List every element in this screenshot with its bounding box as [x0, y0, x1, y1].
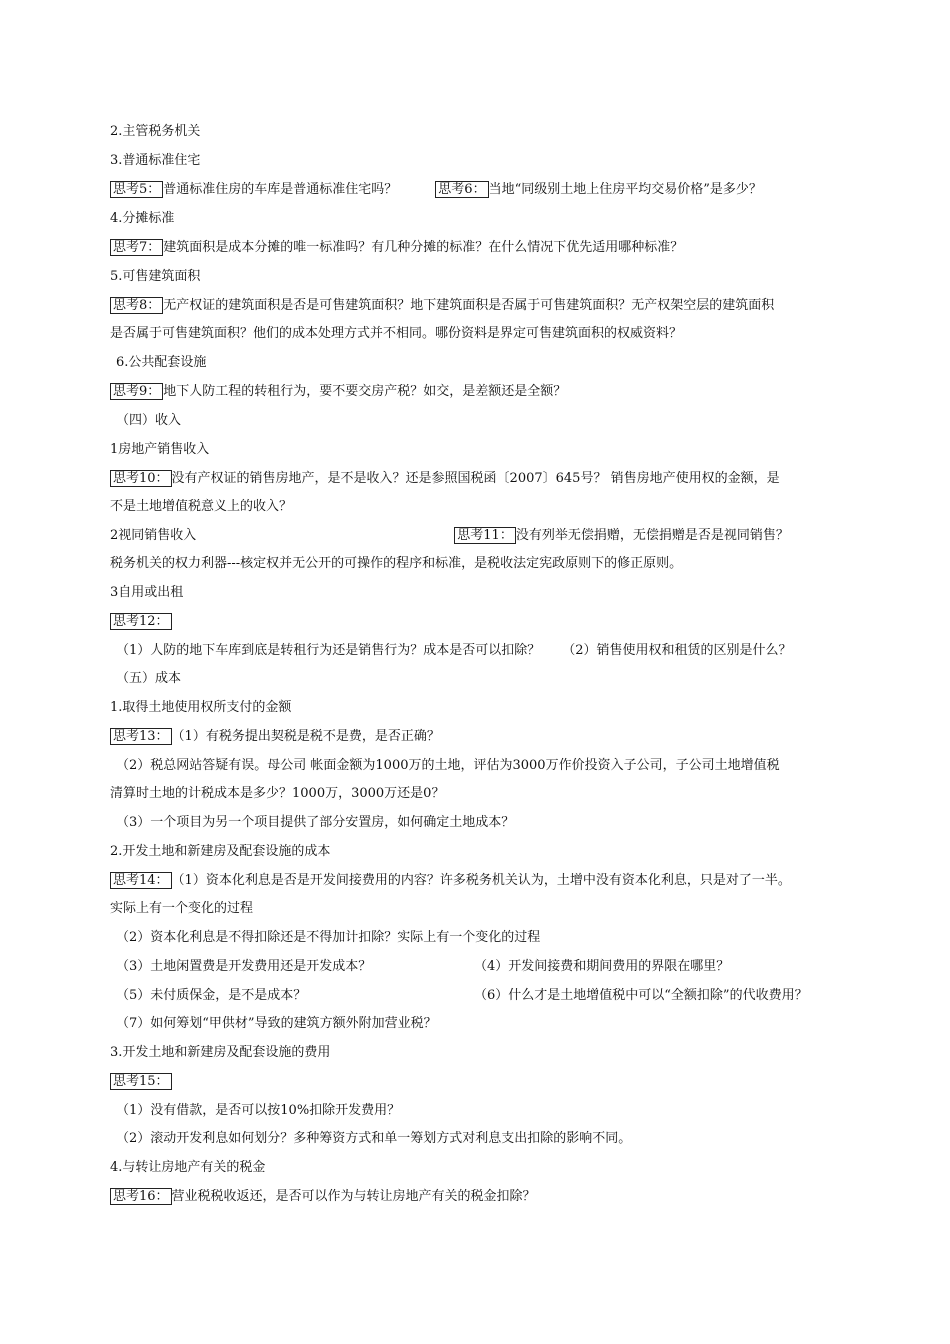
heading-deemed-sales: 2视同销售收入 — [110, 528, 197, 543]
question-14-item-5: （5）未付质保金，是不是成本？ — [116, 988, 307, 1003]
question-row-5-6 — [110, 181, 762, 199]
question-16-text: 营业税税收返还，是否可以作为与转让房地产有关的税金扣除？ — [171, 1189, 536, 1204]
question-box-7: 思考7： — [110, 239, 163, 256]
question-10-continued: 不是土地增值税意义上的收入？ — [110, 499, 293, 514]
question-row-9 — [110, 383, 566, 401]
question-14-item-1: （1）资本化利息是否是开发间接费用的内容？许多税务机关认为，土增中没有资本化利息，只是对了一半。 — [171, 873, 791, 888]
question-13-item-2-continued: 清算时土地的计税成本是多少？1000万，3000万还是0？ — [110, 786, 445, 801]
question-14-item-2: （2）资本化利息是不得扣除还是不得加计扣除？实际上有一个变化的过程 — [116, 930, 541, 945]
question-13-item-1: （1）有税务提出契税是税不是费，是否正确？ — [171, 729, 440, 744]
question-box-16: 思考16： — [110, 1188, 172, 1205]
question-14-item-3: （3）土地闲置费是开发费用还是开发成本？ — [116, 959, 372, 974]
question-14-item-1-continued: 实际上有一个变化的过程 — [110, 901, 254, 916]
question-box-8: 思考8： — [110, 297, 163, 314]
question-11-text: 没有列举无偿捐赠，无偿捐赠是否是视同销售？ — [515, 528, 789, 543]
question-15-item-2: （2）滚动开发利息如何划分？多种筹资方式和单一筹划方式对利息支出扣除的影响不同。 — [116, 1131, 632, 1146]
question-14-item-7: （7）如何筹划“甲供材”导致的建筑方额外附加营业税？ — [116, 1016, 437, 1031]
question-row-14 — [110, 872, 791, 890]
question-13-item-2: （2）税总网站答疑有误。母公司 帐面金额为1000万的土地，评估为3000万作价投资入子公司，子公司土地增值税 — [116, 758, 780, 773]
question-12-item-2: （2）销售使用权和租赁的区别是什么？ — [562, 643, 792, 658]
question-box-15: 思考15： — [110, 1073, 172, 1090]
question-box-10: 思考10： — [110, 470, 172, 487]
question-row-10 — [110, 470, 780, 488]
heading-development-cost: 2.开发土地和新建房及配套设施的成本 — [110, 844, 331, 859]
question-5-text: 普通标准住房的车库是普通标准住宅吗？ — [163, 182, 398, 197]
question-14-row-5-6 — [116, 987, 808, 1005]
question-row-15 — [110, 1073, 172, 1091]
section-income: （四）收入 — [116, 413, 182, 428]
question-row-7 — [110, 239, 683, 257]
note-assessment-power: 税务机关的权力利器---核定权并无公开的可操作的程序和标准，是税收法定宪政原则下的修正原则。 — [110, 556, 683, 571]
question-box-11: 思考11： — [454, 527, 516, 544]
question-9-text: 地下人防工程的转租行为，要不要交房产税？如交，是差额还是全额？ — [163, 384, 567, 399]
heading-standard-housing: 3.普通标准住宅 — [110, 153, 201, 168]
heading-transfer-taxes: 4.与转让房地产有关的税金 — [110, 1160, 266, 1175]
question-13-item-3: （3）一个项目为另一个项目提供了部分安置房，如何确定土地成本？ — [116, 815, 515, 830]
heading-saleable-area: 5.可售建筑面积 — [110, 269, 201, 284]
question-box-14: 思考14： — [110, 872, 172, 889]
question-14-item-4: （4）开发间接费和期间费用的界限在哪里？ — [474, 959, 730, 974]
question-box-5: 思考5： — [110, 181, 163, 198]
question-10-text: 没有产权证的销售房地产，是不是收入？还是参照国税函〔2007〕645号？ 销售房地产使用权的金额，是 — [171, 471, 780, 486]
question-12-item-1: （1）人防的地下车库到底是转租行为还是销售行为？成本是否可以扣除？ — [116, 643, 541, 658]
question-row-11 — [110, 527, 789, 545]
heading-land-use-right-cost: 1.取得土地使用权所支付的金额 — [110, 700, 292, 715]
heading-public-facilities: 6.公共配套设施 — [116, 355, 207, 370]
question-row-16 — [110, 1188, 536, 1206]
heading-tax-authority: 2.主管税务机关 — [110, 124, 201, 139]
question-box-9: 思考9： — [110, 383, 163, 400]
section-cost: （五）成本 — [116, 671, 182, 686]
question-12-items — [116, 642, 792, 660]
question-8-text: 无产权证的建筑面积是否是可售建筑面积？地下建筑面积是否属于可售建筑面积？无产权架空层的建筑面积 — [163, 298, 775, 313]
question-box-6: 思考6： — [435, 181, 488, 198]
question-box-13: 思考13： — [110, 728, 172, 745]
question-8-continued: 是否属于可售建筑面积？他们的成本处理方式并不相同。哪份资料是界定可售建筑面积的权威资料？ — [110, 326, 683, 341]
question-15-item-1: （1）没有借款，是否可以按10%扣除开发费用？ — [116, 1103, 401, 1118]
question-7-text: 建筑面积是成本分摊的唯一标准吗？有几种分摊的标准？在什么情况下优先适用哪种标准？ — [163, 240, 684, 255]
question-14-row-3-4 — [116, 958, 729, 976]
question-6-text: 当地“同级别土地上住房平均交易价格”是多少？ — [488, 182, 762, 197]
heading-sales-income: 1房地产销售收入 — [110, 442, 210, 457]
heading-allocation-standard: 4.分摊标准 — [110, 211, 175, 226]
heading-development-expenses: 3.开发土地和新建房及配套设施的费用 — [110, 1045, 331, 1060]
heading-self-use-rental: 3自用或出租 — [110, 585, 184, 600]
question-box-12: 思考12： — [110, 613, 172, 630]
question-row-12 — [110, 613, 172, 631]
question-row-8 — [110, 297, 774, 315]
question-row-13 — [110, 728, 440, 746]
question-14-item-6: （6）什么才是土地增值税中可以“全额扣除”的代收费用？ — [474, 988, 808, 1003]
